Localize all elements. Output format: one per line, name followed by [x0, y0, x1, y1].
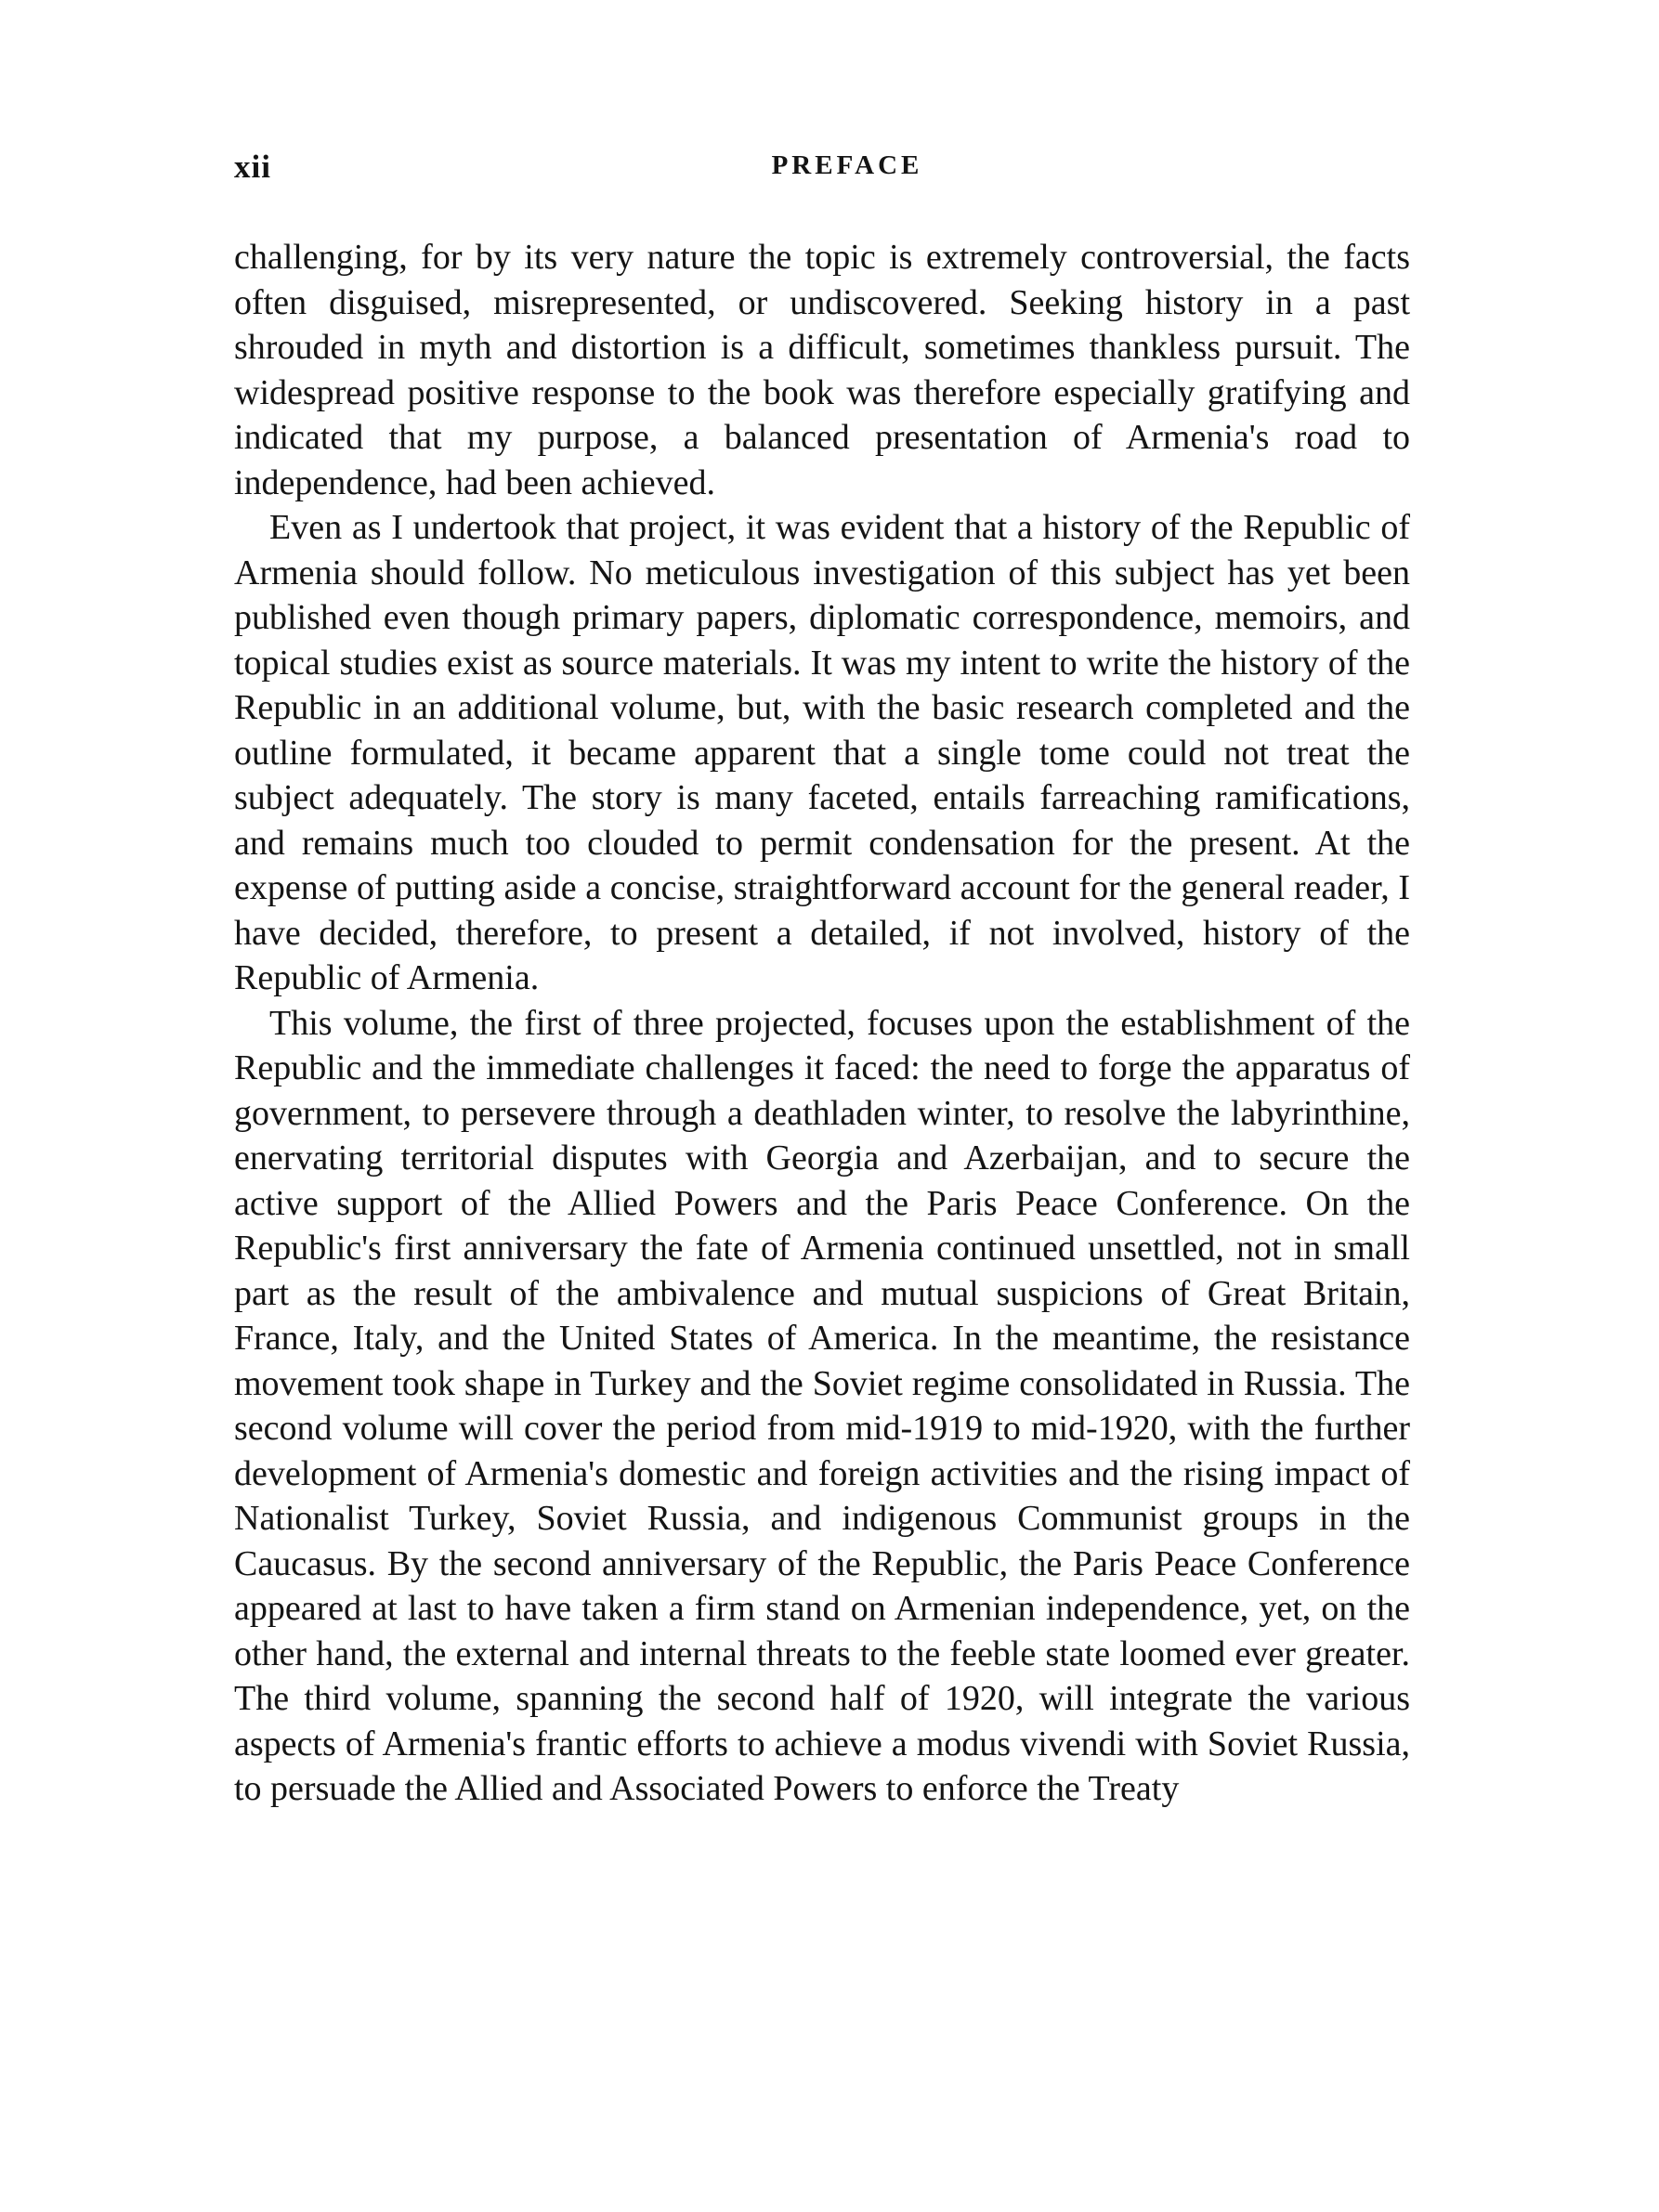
paragraph-volume-plan: This volume, the first of three projected, focuses upon the establishment of the Republic and the immediate challenges it faced: the need to forge the apparatus of government, to persevere through a deathladen winter, to resolve the labyrinthine, enervating territorial disputes with Georgia and Azerbaijan, and to secure the active support of the Allied Powers and the Paris Peace Conference. On the Republic's first anniversary the fate of Armenia continued unsettled, not in small part as the result of the ambivalence and mutual suspicions of Great Britain, France, Italy, and the United States of America. In the meantime, the resistance movement took shape in Turkey and the Soviet regime consolidated in Russia. The second volume will cover the period from mid-1919 to mid-1920, with the further development of Armenia's domestic and foreign activities and the rising impact of Nationalist Turkey, Soviet Russia, and indigenous Communist groups in the Caucasus. By the second anniversary of the Republic, the Paris Peace Conference appeared at last to have taken a firm stand on Armenian independence, yet, on the other hand, the external and internal threats to the feeble state loomed ever greater. The third volume, spanning the second half of 1920, will integrate the various aspects of Armenia's frantic efforts to achieve a modus vivendi with Soviet Russia, to persuade the Allied and Associated Powers to enforce the Treaty — [234, 1003, 1410, 1808]
page-number: xii — [234, 149, 271, 185]
running-head — [234, 149, 1410, 189]
paragraph-republic-history: Even as I undertook that project, it was evident that a history of the Republic of Armenia should follow. No meticulous investigation of this subject has yet been published even though primary papers, diplomatic correspondence, memoirs, and topical studies exist as source materials. It was my intent to write the history of the Republic in an additional volume, but, with the basic research completed and the outline formulated, it became apparent that a single tome could not treat the subject adequately. The story is many faceted, entails farreaching ramifications, and remains much too clouded to permit condensation for the present. At the expense of putting aside a concise, straightforward account for the general reader, I have decided, therefore, to present a detailed, if not involved, history of the Republic of Armenia. — [234, 508, 1410, 997]
body-text — [234, 235, 1410, 1812]
paragraph-continued: challenging, for by its very nature the topic is extremely controversial, the facts often disguised, misrepresented, or undiscovered. Seeking history in a past shrouded in myth and distortion is a difficult, sometimes thankless pursuit. The widespread positive response to the book was therefore especially gratifying and indicated that my purpose, a balanced presentation of Armenia's road to independence, had been achieved. — [234, 238, 1410, 502]
running-head-title: PREFACE — [771, 150, 923, 180]
